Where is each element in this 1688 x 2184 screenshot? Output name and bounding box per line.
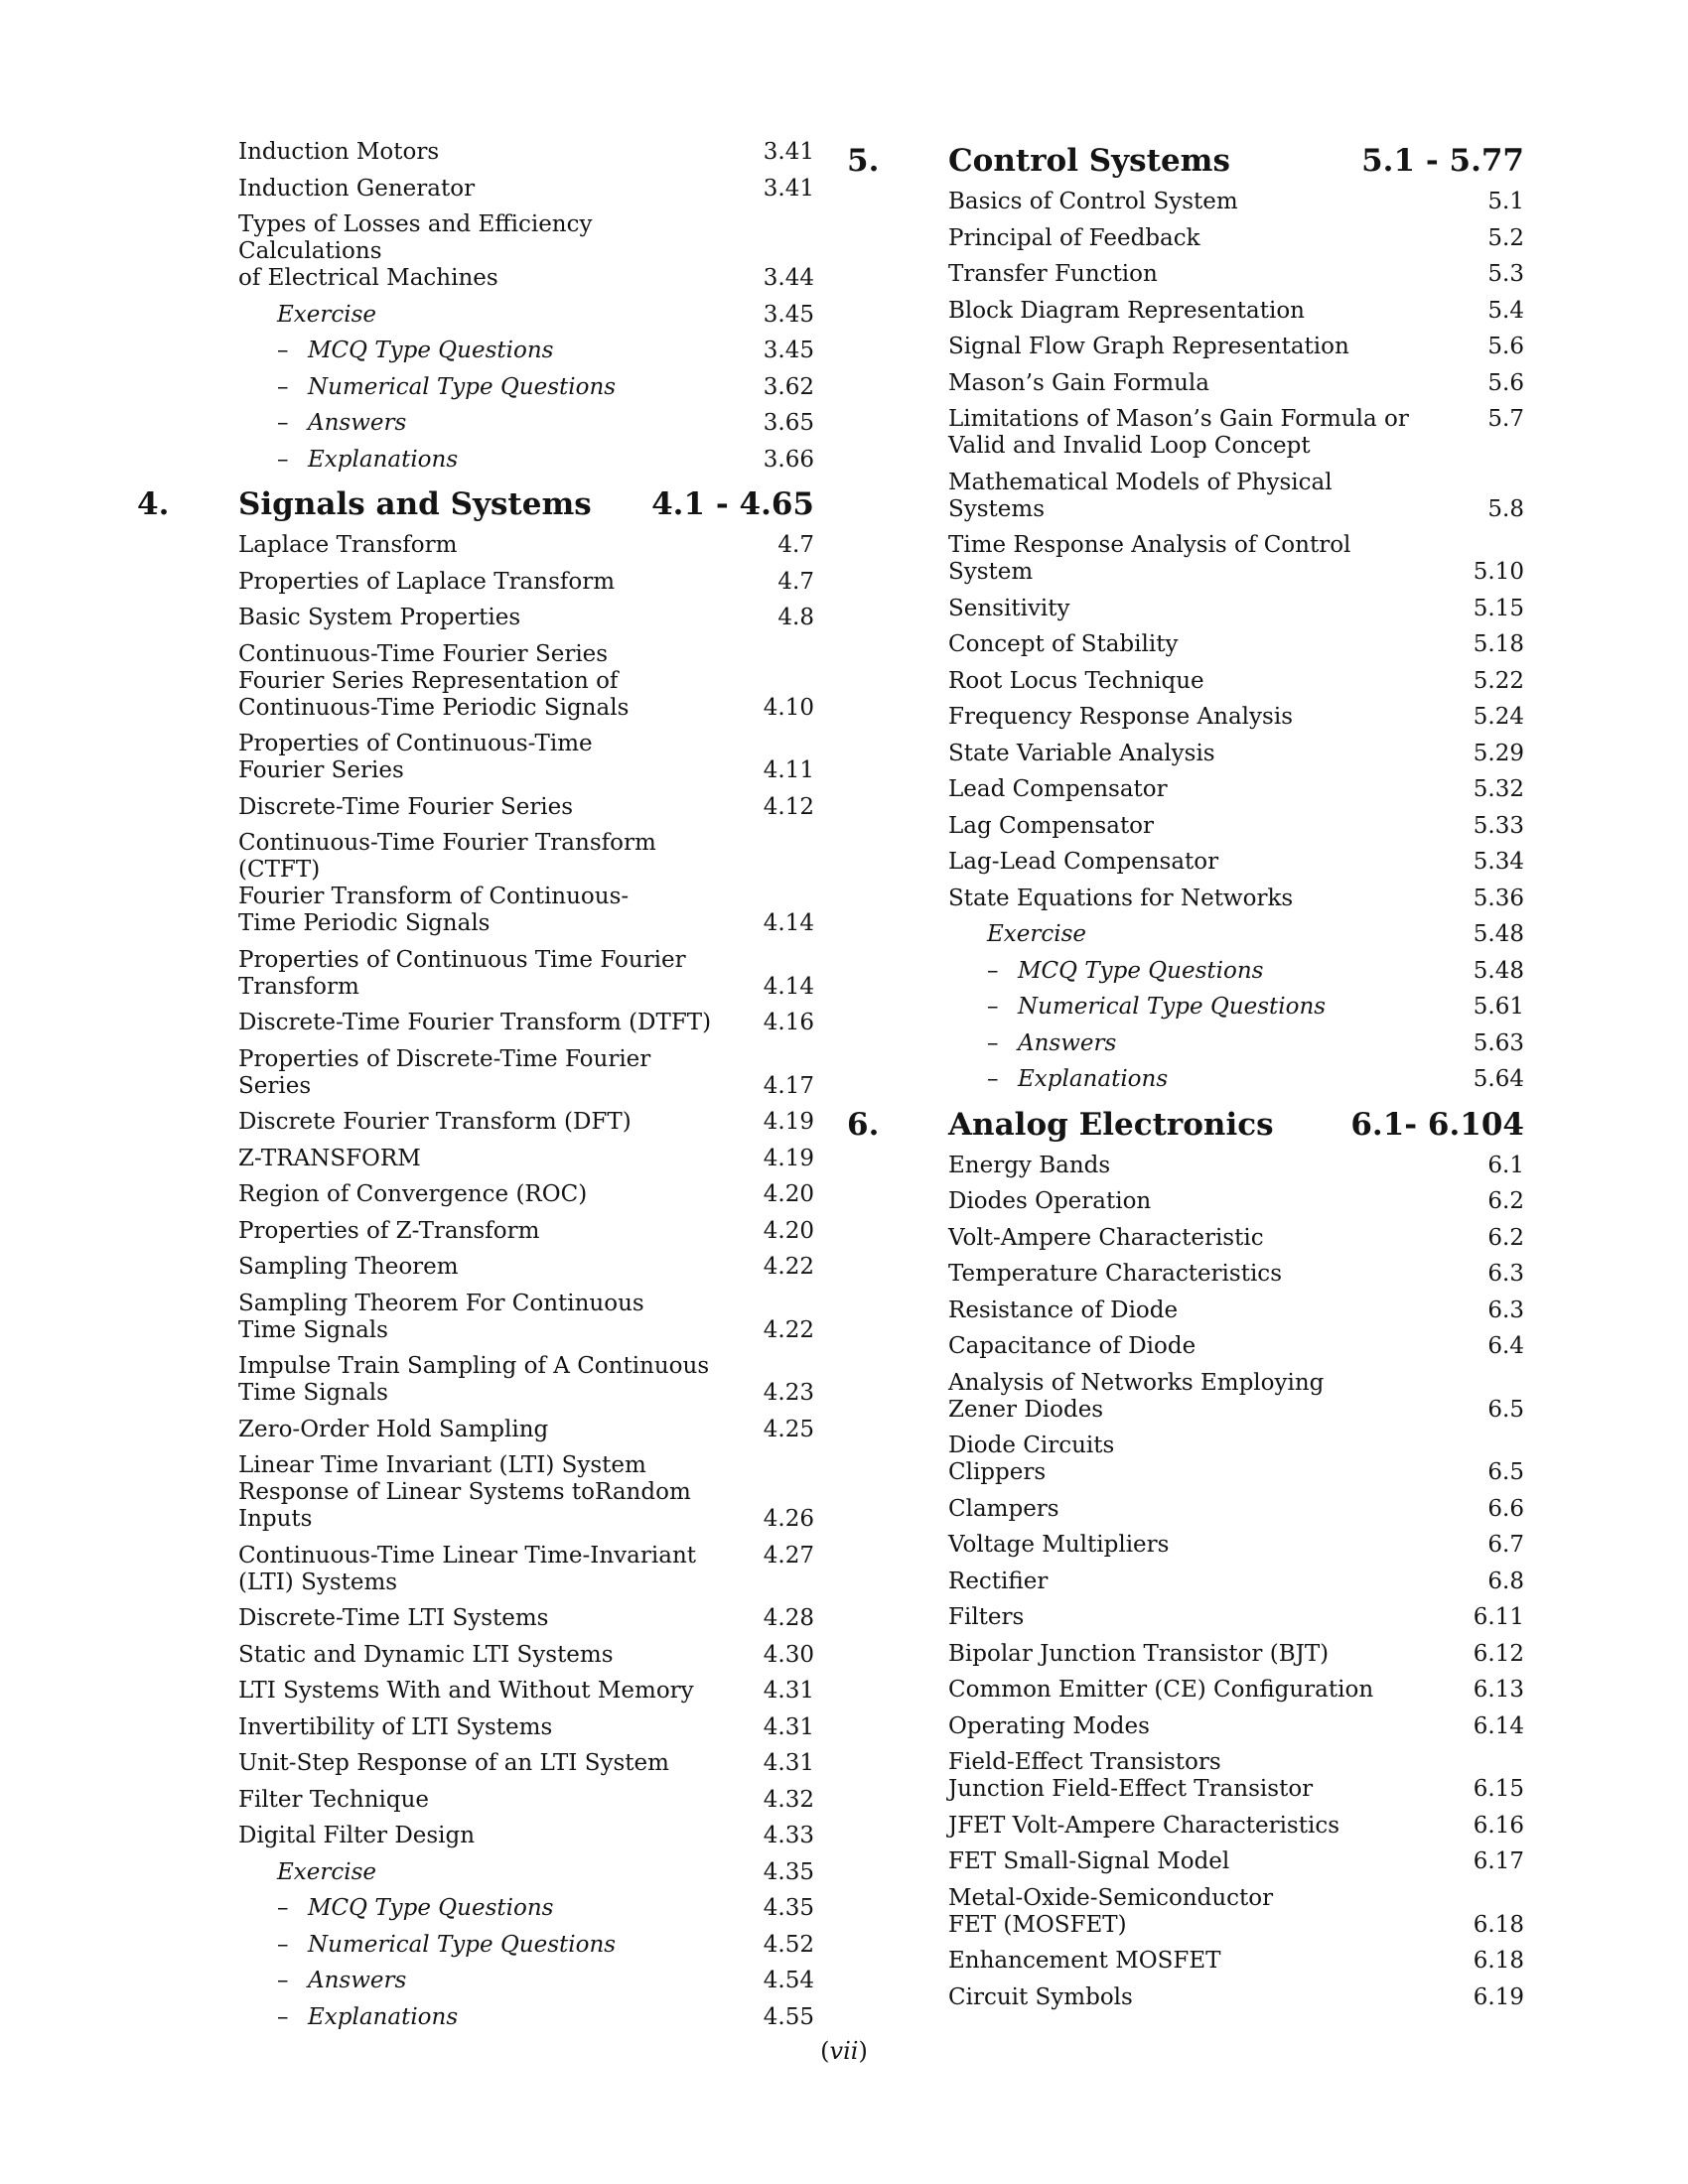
toc-page-number: 4.20 xyxy=(763,1217,814,1244)
toc-entry-line: Field-Effect Transistors xyxy=(948,1749,1221,1775)
toc-subentry xyxy=(899,1030,1524,1057)
toc-page-number: 4.28 xyxy=(763,1605,814,1631)
toc-entry-title: Operating Modes xyxy=(948,1712,1150,1739)
toc-page-number: 6.18 xyxy=(1473,1948,1524,1974)
toc-page-number: 4.25 xyxy=(763,1416,814,1442)
toc-entry-title: Properties of Discrete-Time Fourier Series xyxy=(238,1045,651,1099)
list-dash: – xyxy=(277,1895,289,1921)
toc-entry-title: State Equations for Networks xyxy=(948,885,1294,911)
toc-entry xyxy=(899,1297,1524,1324)
toc-entry-title: Volt-Ampere Characteristic xyxy=(948,1224,1264,1251)
toc-entry-title: Numerical Type Questions xyxy=(308,373,617,400)
toc-entry xyxy=(189,605,814,631)
toc-entry-title: Exercise xyxy=(277,301,377,328)
toc-page-number: 6.14 xyxy=(1473,1712,1524,1739)
toc-entry xyxy=(899,225,1524,252)
toc-subentry xyxy=(189,447,814,474)
toc-entry xyxy=(189,1543,814,1596)
toc-entry-title: Explanations xyxy=(1018,1066,1169,1092)
toc-page-number: 5.4 xyxy=(1487,297,1524,324)
toc-entry xyxy=(899,1333,1524,1360)
toc-entry xyxy=(899,1848,1524,1875)
toc-entry xyxy=(189,1452,814,1533)
toc-entry xyxy=(899,532,1524,586)
toc-entry-line: Junction Field-Effect Transistor xyxy=(948,1776,1314,1802)
toc-exercise-entry xyxy=(189,1859,814,1886)
toc-entry xyxy=(189,1046,814,1100)
toc-entry-title: JFET Volt-Ampere Characteristics xyxy=(948,1812,1340,1839)
toc-entry xyxy=(899,1370,1524,1424)
toc-page-number: 4.20 xyxy=(763,1181,814,1207)
toc-page-number: 4.27 xyxy=(763,1542,814,1569)
toc-entry-title: Properties of Z-Transform xyxy=(238,1217,540,1244)
toc-entry xyxy=(189,1642,814,1669)
toc-page-number: 4.35 xyxy=(763,1895,814,1921)
toc-entry-title: MCQ Type Questions xyxy=(1018,957,1264,984)
toc-entry-title: Discrete Fourier Transform (DFT) xyxy=(238,1109,632,1135)
toc-entry xyxy=(189,1714,814,1741)
list-dash: – xyxy=(277,373,289,400)
toc-entry xyxy=(899,631,1524,658)
chapter-heading xyxy=(847,1103,1524,1153)
toc-entry-line: Properties of Continuous-Time xyxy=(238,731,593,756)
toc-entry-line: Time Signals xyxy=(238,1380,388,1406)
toc-entry-title: Rectifier xyxy=(948,1568,1049,1594)
list-dash: – xyxy=(277,2003,289,2030)
toc-entry-title: Induction Generator xyxy=(238,175,476,202)
toc-entry-title: Filters xyxy=(948,1604,1025,1630)
toc-page-number: 5.48 xyxy=(1473,921,1524,947)
toc-entry-title: Answers xyxy=(308,410,407,436)
toc-page-number: 5.2 xyxy=(1487,224,1524,251)
toc-subentry xyxy=(189,1895,814,1922)
list-dash: – xyxy=(987,957,999,984)
chapter-number: 6. xyxy=(847,1106,880,1143)
toc-entry-title: Induction Motors xyxy=(238,139,440,165)
toc-entry-line: FET (MOSFET) xyxy=(948,1911,1127,1938)
toc-entry-title: Voltage Multipliers xyxy=(948,1532,1170,1558)
toc-page-number: 5.63 xyxy=(1473,1029,1524,1056)
toc-subentry xyxy=(189,374,814,401)
toc-entry-line: (LTI) Systems xyxy=(238,1569,398,1595)
chapter-number: 4. xyxy=(137,486,170,522)
toc-entry-title: Diodes Operation xyxy=(948,1188,1152,1214)
toc-entry xyxy=(899,1813,1524,1840)
toc-page-number: 4.30 xyxy=(763,1641,814,1668)
toc-entry-title: Sensitivity xyxy=(948,595,1070,621)
toc-entry xyxy=(899,1532,1524,1559)
toc-entry-title: Temperature Characteristics xyxy=(948,1261,1282,1287)
toc-page-number: 3.41 xyxy=(763,175,814,202)
toc-entry-title: Basic System Properties xyxy=(238,605,521,630)
toc-entry-line: Diode Circuits xyxy=(948,1433,1115,1458)
toc-page-number: 4.55 xyxy=(763,2003,814,2030)
toc-entry-title: MCQ Type Questions xyxy=(308,1895,554,1921)
toc-page-number: 6.15 xyxy=(1473,1776,1524,1802)
toc-entry xyxy=(189,1678,814,1705)
toc-page-number: 6.3 xyxy=(1487,1261,1524,1287)
toc-page-number: 4.52 xyxy=(763,1931,814,1958)
toc-entry xyxy=(899,189,1524,215)
toc-entry xyxy=(189,641,814,722)
toc-entry-title: Circuit Symbols xyxy=(948,1983,1133,2010)
toc-exercise-entry xyxy=(189,302,814,329)
toc-entry xyxy=(899,1749,1524,1803)
toc-entry-title: Discrete-Time LTI Systems xyxy=(238,1605,549,1631)
toc-entry-title: Properties of Laplace Transform xyxy=(238,568,616,595)
toc-page-number: 4.54 xyxy=(763,1968,814,1993)
toc-entry xyxy=(189,1353,814,1407)
toc-entry xyxy=(899,261,1524,288)
toc-page-number: 4.10 xyxy=(763,694,814,721)
toc-page-number: 4.22 xyxy=(763,1254,814,1280)
toc-page-number: 4.19 xyxy=(763,1109,814,1135)
toc-page-number: 5.8 xyxy=(1487,495,1524,522)
toc-entry-title: Numerical Type Questions xyxy=(308,1931,617,1958)
toc-entry-title: Capacitance of Diode xyxy=(948,1333,1196,1359)
toc-page-number: 6.13 xyxy=(1473,1677,1524,1703)
toc-entry-line: Continuous-Time Fourier Series xyxy=(238,640,609,667)
toc-page-number: 6.17 xyxy=(1473,1848,1524,1874)
toc-entry-line: Continuous-Time Periodic Signals xyxy=(238,694,630,721)
toc-entry-line: Metal-Oxide-Semiconductor xyxy=(948,1884,1274,1911)
toc-page-number: 4.17 xyxy=(763,1072,814,1099)
toc-page-number: 6.6 xyxy=(1487,1495,1524,1522)
toc-entry xyxy=(899,1225,1524,1252)
toc-entry xyxy=(899,406,1524,460)
toc-entry-title: Sampling Theorem xyxy=(238,1254,459,1280)
toc-entry-title: Energy Bands xyxy=(948,1152,1111,1178)
toc-entry-title: Exercise xyxy=(987,921,1087,947)
toc-entry-line: Fourier Transform of Continuous- xyxy=(238,884,630,909)
list-dash: – xyxy=(987,994,999,1020)
toc-entry xyxy=(189,1254,814,1281)
toc-entry-line: Limitations of Mason’s Gain Formula or xyxy=(948,406,1409,432)
toc-entry-title: Clampers xyxy=(948,1495,1059,1522)
toc-entry xyxy=(899,1677,1524,1704)
toc-page-number: 5.61 xyxy=(1473,994,1524,1020)
toc-entry-title: Resistance of Diode xyxy=(948,1297,1179,1323)
toc-entry xyxy=(189,1605,814,1632)
toc-page-number: 5.18 xyxy=(1473,631,1524,657)
list-dash: – xyxy=(277,446,289,473)
toc-subentry xyxy=(189,2004,814,2031)
toc-entry xyxy=(189,830,814,937)
toc-page-number: 4.31 xyxy=(763,1713,814,1740)
toc-page-number: 5.15 xyxy=(1473,595,1524,621)
toc-entry xyxy=(189,731,814,784)
toc-page-number: 4.32 xyxy=(763,1786,814,1813)
toc-entry xyxy=(899,741,1524,767)
toc-subentry xyxy=(899,958,1524,985)
toc-entry xyxy=(189,1109,814,1136)
toc-entry-title: Lag-Lead Compensator xyxy=(948,849,1219,875)
toc-page-number: 6.5 xyxy=(1487,1396,1524,1423)
toc-page-number: 5.48 xyxy=(1473,957,1524,984)
toc-entry xyxy=(899,1713,1524,1740)
toc-page-number: 5.34 xyxy=(1473,849,1524,875)
toc-page-number: 5.7 xyxy=(1487,406,1524,432)
toc-entry xyxy=(899,596,1524,622)
toc-entry-title: Zero-Order Hold Sampling xyxy=(238,1416,549,1442)
toc-page-number: 5.3 xyxy=(1487,261,1524,287)
toc-page-number: 5.32 xyxy=(1473,776,1524,802)
toc-entry xyxy=(899,886,1524,912)
toc-entry xyxy=(899,1569,1524,1595)
toc-entry xyxy=(189,1146,814,1172)
toc-entry xyxy=(899,1261,1524,1288)
toc-page-number: 6.12 xyxy=(1473,1640,1524,1667)
toc-page-number: 5.24 xyxy=(1473,704,1524,730)
toc-entry xyxy=(189,1181,814,1208)
toc-entry-line: Sampling Theorem For Continuous xyxy=(238,1290,644,1316)
toc-entry-line: Fourier Series Representation of xyxy=(238,667,619,694)
toc-entry-line: Zener Diodes xyxy=(948,1396,1104,1423)
toc-page-number: 6.1 xyxy=(1487,1152,1524,1178)
toc-page-number: 5.6 xyxy=(1487,334,1524,359)
toc-entry-line: Impulse Train Sampling of A Continuous xyxy=(238,1353,710,1379)
toc-entry xyxy=(899,1984,1524,2011)
toc-page-number: 3.45 xyxy=(763,338,814,363)
toc-entry-line: Analysis of Networks Employing xyxy=(948,1369,1325,1396)
toc-page-number: 5.29 xyxy=(1473,740,1524,766)
toc-entry-title: Discrete-Time Fourier Transform (DTFT) xyxy=(238,1010,712,1035)
toc-page-number: 4.11 xyxy=(763,757,814,783)
toc-entry-title: FET Small-Signal Model xyxy=(948,1848,1230,1874)
toc-entry xyxy=(189,1823,814,1849)
toc-page-number: 4.7 xyxy=(777,568,814,595)
toc-entry-title: Z-TRANSFORM xyxy=(238,1145,421,1171)
toc-page-number: 4.23 xyxy=(763,1380,814,1406)
toc-entry-title: Principal of Feedback xyxy=(948,224,1200,251)
toc-page-number: 4.35 xyxy=(763,1858,814,1885)
toc-entry-title: LTI Systems With and Without Memory xyxy=(238,1678,694,1704)
toc-entry-line: Linear Time Invariant (LTI) System xyxy=(238,1452,646,1478)
toc-entry-title: Lead Compensator xyxy=(948,776,1168,802)
toc-page-number: 6.11 xyxy=(1473,1604,1524,1630)
toc-entry-line: Continuous-Time Fourier Transform (CTFT) xyxy=(238,830,656,883)
toc-entry-line: Valid and Invalid Loop Concept xyxy=(948,433,1311,459)
toc-entry xyxy=(899,298,1524,325)
toc-entry xyxy=(189,139,814,166)
toc-entry xyxy=(899,1433,1524,1486)
toc-page-number: 4.31 xyxy=(763,1750,814,1776)
toc-entry xyxy=(899,704,1524,731)
toc-subentry xyxy=(899,994,1524,1021)
toc-entry-title: Concept of Stability xyxy=(948,631,1179,657)
toc-entry xyxy=(899,668,1524,695)
chapter-page-range: 5.1 - 5.77 xyxy=(1361,143,1524,179)
toc-entry-title: Frequency Response Analysis xyxy=(948,704,1293,730)
toc-page-number: 3.62 xyxy=(763,373,814,400)
toc-entry xyxy=(899,370,1524,397)
toc-page-number: 4.14 xyxy=(763,973,814,1000)
toc-entry xyxy=(189,532,814,559)
toc-entry-title: Mathematical Models of Physical Systems xyxy=(948,469,1333,522)
toc-entry-line: Continuous-Time Linear Time-Invariant xyxy=(238,1542,697,1569)
list-dash: – xyxy=(277,410,289,436)
toc-page-number: 3.41 xyxy=(763,139,814,165)
toc-entry-title: Block Diagram Representation xyxy=(948,297,1305,324)
toc-page-number: 5.10 xyxy=(1473,559,1524,585)
chapter-heading xyxy=(847,139,1524,189)
toc-page-number: 3.44 xyxy=(763,265,814,291)
toc-page-number: 4.7 xyxy=(777,532,814,558)
toc-page-number: 3.66 xyxy=(763,446,814,473)
toc-entry-title: Discrete-Time Fourier Series xyxy=(238,793,574,820)
toc-entry-title: Explanations xyxy=(308,446,459,473)
toc-entry-title: Numerical Type Questions xyxy=(1018,994,1327,1020)
toc-page-number: 4.8 xyxy=(777,605,814,630)
chapter-heading xyxy=(137,482,814,532)
toc-entry-title: Answers xyxy=(308,1968,407,1993)
toc-entry-title: Mason’s Gain Formula xyxy=(948,369,1209,396)
toc-page-number: 5.33 xyxy=(1473,812,1524,839)
toc-page-number: 3.45 xyxy=(763,301,814,328)
toc-entry-line: Clippers xyxy=(948,1459,1047,1485)
toc-entry-line: of Electrical Machines xyxy=(238,265,498,291)
toc-entry xyxy=(899,470,1524,523)
toc-entry xyxy=(189,1218,814,1245)
chapter-page-range: 6.1- 6.104 xyxy=(1350,1106,1524,1143)
toc-page-number: 4.26 xyxy=(763,1506,814,1532)
toc-page-number: 6.8 xyxy=(1487,1568,1524,1594)
toc-page-number: 6.19 xyxy=(1473,1983,1524,2010)
toc-page-number: 4.16 xyxy=(763,1010,814,1035)
chapter-title: Analog Electronics xyxy=(948,1106,1274,1143)
chapter-title: Control Systems xyxy=(948,143,1230,179)
toc-page-number: 6.7 xyxy=(1487,1532,1524,1558)
chapter-title: Signals and Systems xyxy=(238,486,592,522)
toc-entry-title: Lag Compensator xyxy=(948,812,1155,839)
toc-entry xyxy=(899,1885,1524,1939)
toc-entry xyxy=(899,334,1524,360)
toc-page-number: 5.6 xyxy=(1487,369,1524,396)
toc-page-number: 6.4 xyxy=(1487,1333,1524,1359)
toc-entry xyxy=(189,1750,814,1777)
list-dash: – xyxy=(277,1931,289,1958)
chapter-page-range: 4.1 - 4.65 xyxy=(651,486,814,522)
toc-entry-title: Invertibility of LTI Systems xyxy=(238,1713,553,1740)
toc-entry xyxy=(899,1153,1524,1179)
toc-page-number: 5.1 xyxy=(1487,189,1524,214)
toc-page-number: 5.22 xyxy=(1473,667,1524,694)
toc-page-number: 5.36 xyxy=(1473,885,1524,911)
toc-entry xyxy=(899,1188,1524,1215)
toc-page-number: 4.33 xyxy=(763,1823,814,1848)
toc-subentry xyxy=(899,1066,1524,1093)
toc-entry-title: Exercise xyxy=(277,1858,377,1885)
toc-page-number: 4.14 xyxy=(763,910,814,936)
toc-entry-title: Explanations xyxy=(308,2003,459,2030)
toc-entry-title: Bipolar Junction Transistor (BJT) xyxy=(948,1640,1330,1667)
toc-page-number: 6.18 xyxy=(1473,1911,1524,1938)
toc-entry-title: Time Response Analysis of Control System xyxy=(948,532,1351,585)
list-dash: – xyxy=(277,1968,289,1993)
toc-entry-line: Inputs xyxy=(238,1506,313,1532)
toc-page-number: 6.2 xyxy=(1487,1224,1524,1251)
toc-entry-line: Response of Linear Systems toRandom xyxy=(238,1479,691,1505)
toc-entry-title: Common Emitter (CE) Configuration xyxy=(948,1677,1374,1703)
toc-entry-title: Basics of Control System xyxy=(948,189,1238,214)
toc-entry-title: Enhancement MOSFET xyxy=(948,1948,1221,1974)
toc-page-number: 4.19 xyxy=(763,1145,814,1171)
toc-page-number: 6.2 xyxy=(1487,1188,1524,1214)
toc-entry xyxy=(189,1417,814,1443)
toc-entry xyxy=(189,211,814,292)
toc-entry xyxy=(189,569,814,596)
toc-entry-title: MCQ Type Questions xyxy=(308,338,554,363)
toc-page-number: 6.5 xyxy=(1487,1459,1524,1485)
toc-entry-title: State Variable Analysis xyxy=(948,740,1215,766)
toc-entry-title: Static and Dynamic LTI Systems xyxy=(238,1641,614,1668)
toc-entry-line: Properties of Continuous Time Fourier xyxy=(238,946,686,973)
toc-page-number: 6.16 xyxy=(1473,1812,1524,1839)
toc-entry-title: Transfer Function xyxy=(948,261,1158,287)
toc-entry xyxy=(189,1291,814,1344)
toc-page-number: 4.12 xyxy=(763,793,814,820)
toc-entry xyxy=(899,1948,1524,1975)
toc-subentry xyxy=(189,1932,814,1959)
list-dash: – xyxy=(987,1066,999,1092)
toc-entry xyxy=(899,849,1524,876)
toc-entry-title: Unit-Step Response of an LTI System xyxy=(238,1750,669,1776)
toc-entry-title: Root Locus Technique xyxy=(948,667,1204,694)
toc-entry xyxy=(899,776,1524,803)
toc-entry-line: Time Periodic Signals xyxy=(238,910,491,936)
toc-entry-line: Types of Losses and Efficiency Calculations xyxy=(238,211,593,264)
toc-entry xyxy=(899,813,1524,840)
toc-entry-title: Answers xyxy=(1018,1029,1117,1056)
toc-left-column xyxy=(137,139,814,2040)
chapter-number: 5. xyxy=(847,143,880,179)
toc-entry-line: Time Signals xyxy=(238,1316,388,1343)
list-dash: – xyxy=(987,1029,999,1056)
toc-page-number: 6.3 xyxy=(1487,1297,1524,1323)
toc-page-number: 3.65 xyxy=(763,410,814,436)
toc-entry xyxy=(189,947,814,1001)
toc-entry-title: Digital Filter Design xyxy=(238,1823,476,1848)
toc-entry-title: Signal Flow Graph Representation xyxy=(948,334,1349,359)
page-number: (vii) xyxy=(820,2037,868,2065)
toc-right-column xyxy=(847,139,1524,2020)
toc-entry-line: Transform xyxy=(238,973,359,1000)
toc-entry-title: Filter Technique xyxy=(238,1786,430,1813)
toc-entry-title: Laplace Transform xyxy=(238,532,458,558)
toc-subentry xyxy=(189,1968,814,1994)
toc-entry xyxy=(899,1604,1524,1631)
toc-entry xyxy=(899,1641,1524,1668)
toc-entry xyxy=(189,1787,814,1814)
toc-subentry xyxy=(189,410,814,437)
list-dash: – xyxy=(277,338,289,363)
toc-entry-line: Fourier Series xyxy=(238,757,404,783)
toc-entry xyxy=(189,1010,814,1036)
toc-entry-title: Region of Convergence (ROC) xyxy=(238,1181,588,1207)
toc-page-number: 4.31 xyxy=(763,1678,814,1704)
toc-entry xyxy=(189,794,814,821)
toc-page-number: 4.22 xyxy=(763,1316,814,1343)
toc-page-number: 5.64 xyxy=(1473,1066,1524,1092)
toc-entry xyxy=(189,176,814,203)
toc-subentry xyxy=(189,338,814,364)
toc-entry xyxy=(899,1496,1524,1523)
toc-exercise-entry xyxy=(899,921,1524,948)
